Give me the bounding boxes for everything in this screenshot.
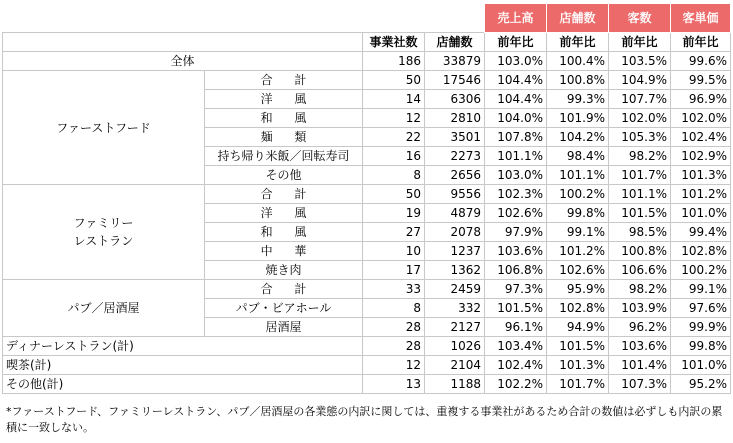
cell-customers: 103.6% [609,337,671,356]
cell-customers: 106.6% [609,261,671,280]
header-sales: 売上高 [485,4,547,33]
row-label: 中 華 [205,242,363,261]
cell-stores: 17546 [425,71,485,90]
col-yoy-customers: 前年比 [609,33,671,52]
cell-customers: 102.0% [609,109,671,128]
cell-unit-price: 95.2% [671,375,731,394]
cell-sales: 103.6% [485,242,547,261]
cell-companies: 10 [363,242,425,261]
cell-stores: 1026 [425,337,485,356]
cell-storecount: 100.2% [547,185,609,204]
footnote: *ファーストフード、ファミリーレストラン、パブ／居酒屋の各業態の内訳に関しては、重複する事業社があるため合計の数値は必ずしも内訳の累積に一致しない。 [6,405,723,434]
col-yoy-sales: 前年比 [485,33,547,52]
cell-companies: 27 [363,223,425,242]
cell-storecount: 101.5% [547,337,609,356]
table-row [3,375,731,394]
cell-unit-price: 97.6% [671,299,731,318]
cell-customers: 101.1% [609,185,671,204]
cell-sales: 96.1% [485,318,547,337]
cell-customers: 107.7% [609,90,671,109]
row-label: 持ち帰り米飯／回転寿司 [205,147,363,166]
cell-sales: 104.4% [485,90,547,109]
group-label [3,280,205,337]
group-label-line: パブ／居酒屋 [67,301,140,315]
column-header-row [3,33,731,52]
sales-table [2,3,731,394]
cell-sales: 97.3% [485,280,547,299]
row-label: 喫茶(計) [3,356,363,375]
cell-sales: 103.0% [485,166,547,185]
cell-companies: 50 [363,71,425,90]
cell-companies: 17 [363,261,425,280]
cell-companies: 19 [363,204,425,223]
cell-sales: 101.1% [485,147,547,166]
row-label: ディナーレストラン(計) [3,337,363,356]
group-label [3,185,205,280]
cell-companies: 50 [363,185,425,204]
cell-customers: 104.9% [609,71,671,90]
row-label: 焼き肉 [205,261,363,280]
cell-companies: 8 [363,166,425,185]
cell-sales: 104.4% [485,71,547,90]
row-label: 全体 [3,52,363,71]
col-companies: 事業社数 [363,33,425,52]
cell-stores: 2656 [425,166,485,185]
cell-storecount: 95.9% [547,280,609,299]
cell-customers: 105.3% [609,128,671,147]
cell-companies: 28 [363,318,425,337]
cell-storecount: 99.3% [547,90,609,109]
metric-header-row [3,4,731,33]
col-yoy-storecount: 前年比 [547,33,609,52]
cell-stores: 1188 [425,375,485,394]
cell-sales: 102.6% [485,204,547,223]
row-label: パブ・ビアホール [205,299,363,318]
cell-unit-price: 99.4% [671,223,731,242]
cell-customers: 98.2% [609,147,671,166]
cell-stores: 4879 [425,204,485,223]
cell-stores: 1237 [425,242,485,261]
header-store-count: 店舗数 [547,4,609,33]
cell-unit-price: 99.1% [671,280,731,299]
cell-stores: 2104 [425,356,485,375]
cell-storecount: 94.9% [547,318,609,337]
cell-sales: 107.8% [485,128,547,147]
row-label: 洋 風 [205,90,363,109]
cell-companies: 8 [363,299,425,318]
cell-stores: 6306 [425,90,485,109]
cell-unit-price: 99.8% [671,337,731,356]
cell-storecount: 100.4% [547,52,609,71]
cell-unit-price: 101.0% [671,204,731,223]
cell-unit-price: 99.6% [671,52,731,71]
cell-companies: 22 [363,128,425,147]
cell-companies: 16 [363,147,425,166]
row-label: 麺 類 [205,128,363,147]
cell-unit-price: 101.3% [671,166,731,185]
cell-companies: 12 [363,109,425,128]
row-label: 合 計 [205,280,363,299]
cell-unit-price: 102.8% [671,242,731,261]
cell-customers: 101.4% [609,356,671,375]
cell-sales: 102.3% [485,185,547,204]
cell-companies: 33 [363,280,425,299]
cell-stores: 2459 [425,280,485,299]
cell-unit-price: 102.9% [671,147,731,166]
cell-customers: 101.7% [609,166,671,185]
total-row [3,52,731,71]
cell-stores: 2810 [425,109,485,128]
cell-sales: 103.4% [485,337,547,356]
cell-unit-price: 101.0% [671,356,731,375]
cell-companies: 12 [363,356,425,375]
cell-storecount: 99.8% [547,204,609,223]
group-label-line: ファミリー [73,216,134,230]
cell-stores: 2127 [425,318,485,337]
group-label-line: ファーストフード [56,120,151,135]
row-label: 居酒屋 [205,318,363,337]
cell-unit-price: 99.5% [671,71,731,90]
cell-stores: 33879 [425,52,485,71]
cell-unit-price: 96.9% [671,90,731,109]
cell-storecount: 101.3% [547,356,609,375]
table-row [3,185,731,204]
cell-customers: 100.8% [609,242,671,261]
cell-stores: 332 [425,299,485,318]
cell-storecount: 101.9% [547,109,609,128]
row-label: その他 [205,166,363,185]
cell-storecount: 102.6% [547,261,609,280]
cell-sales: 106.8% [485,261,547,280]
row-label: その他(計) [3,375,363,394]
cell-companies: 13 [363,375,425,394]
cell-companies: 14 [363,90,425,109]
cell-unit-price: 102.0% [671,109,731,128]
cell-sales: 102.2% [485,375,547,394]
cell-sales: 102.4% [485,356,547,375]
cell-sales: 104.0% [485,109,547,128]
table-row [3,356,731,375]
cell-unit-price: 99.9% [671,318,731,337]
cell-customers: 103.5% [609,52,671,71]
cell-storecount: 102.8% [547,299,609,318]
cell-unit-price: 101.2% [671,185,731,204]
group-label-line: レストラン [73,234,134,248]
table-row [3,337,731,356]
table-row [3,71,731,90]
table-row [3,280,731,299]
cell-companies: 28 [363,337,425,356]
cell-storecount: 98.4% [547,147,609,166]
cell-sales: 97.9% [485,223,547,242]
cell-storecount: 100.8% [547,71,609,90]
cell-unit-price: 102.4% [671,128,731,147]
cell-stores: 9556 [425,185,485,204]
cell-stores: 2078 [425,223,485,242]
cell-storecount: 104.2% [547,128,609,147]
cell-customers: 107.3% [609,375,671,394]
cell-customers: 103.9% [609,299,671,318]
col-stores: 店舗数 [425,33,485,52]
cell-storecount: 101.1% [547,166,609,185]
row-label: 和 風 [205,223,363,242]
cell-sales: 103.0% [485,52,547,71]
row-label: 和 風 [205,109,363,128]
cell-stores: 2273 [425,147,485,166]
row-label: 合 計 [205,71,363,90]
group-label [3,71,205,185]
cell-sales: 101.5% [485,299,547,318]
row-label: 合 計 [205,185,363,204]
cell-customers: 101.5% [609,204,671,223]
cell-unit-price: 100.2% [671,261,731,280]
header-customers: 客数 [609,4,671,33]
cell-storecount: 99.1% [547,223,609,242]
cell-storecount: 101.7% [547,375,609,394]
cell-customers: 98.5% [609,223,671,242]
cell-storecount: 101.2% [547,242,609,261]
cell-companies: 186 [363,52,425,71]
cell-stores: 3501 [425,128,485,147]
cell-customers: 98.2% [609,280,671,299]
cell-stores: 1362 [425,261,485,280]
header-unit-price: 客単価 [671,4,731,33]
col-yoy-unit-price: 前年比 [671,33,731,52]
cell-customers: 96.2% [609,318,671,337]
row-label: 洋 風 [205,204,363,223]
